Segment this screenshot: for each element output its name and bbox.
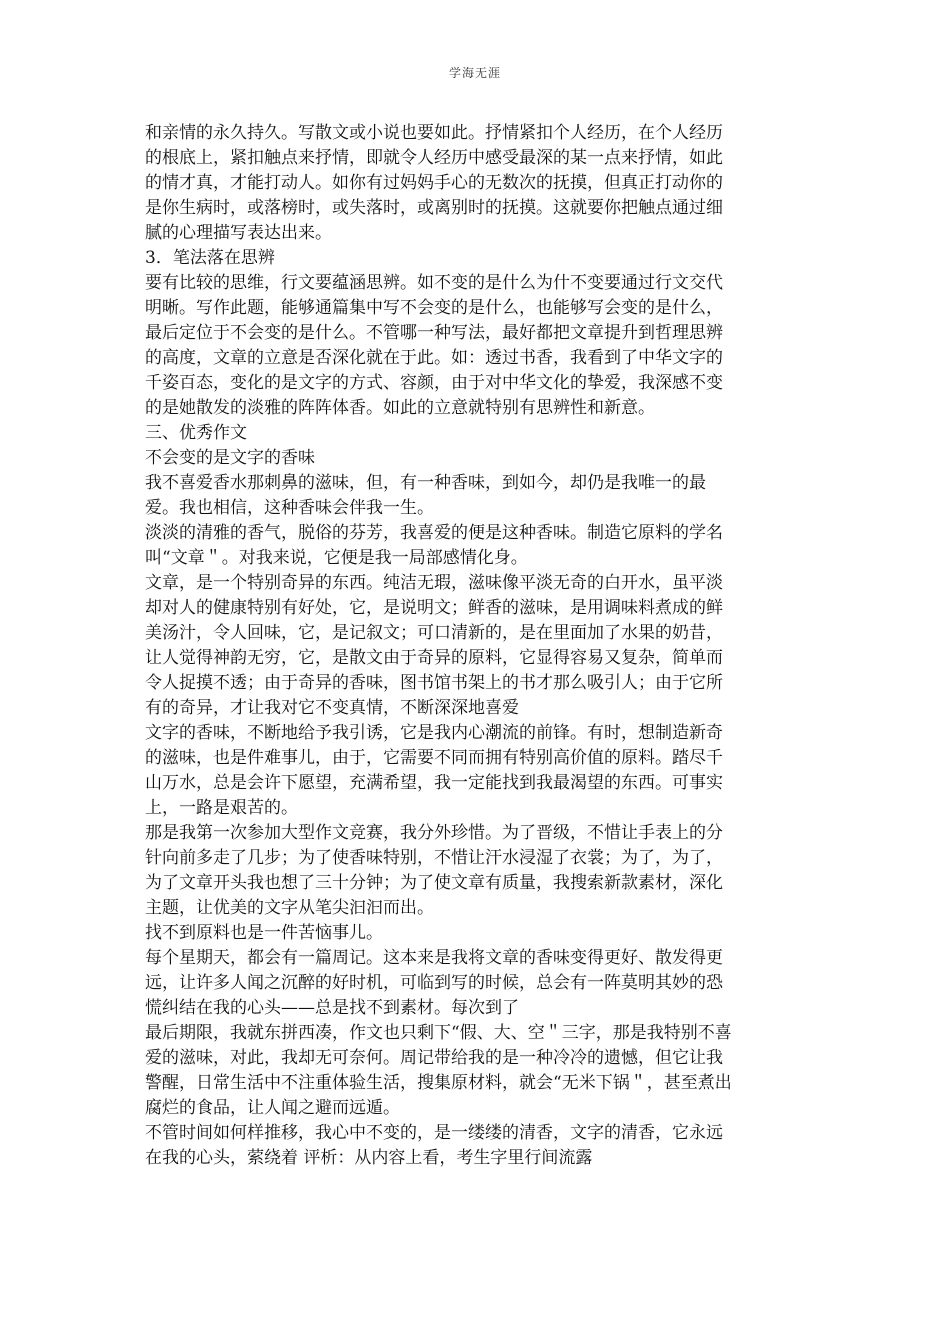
text-line: 的是她散发的淡雅的阵阵体香。如此的立意就特别有思辨性和新意。 (145, 398, 655, 418)
text-line: 慌纠结在我的心头——总是找不到素材。每次到了 (145, 998, 519, 1018)
text-line: 爱的滋味，对此，我却无可奈何。周记带给我的是一种冷冷的遗憾，但它让我 (145, 1048, 723, 1068)
text-line: 上，一路是艰苦的。 (145, 798, 298, 818)
text-line: 是你生病时，或落榜时，或失落时，或离别时的抚摸。这就要你把触点通过细 (145, 198, 723, 218)
text-line: 找不到原料也是一件苦恼事儿。 (145, 923, 383, 943)
text-line: 为了文章开头我也想了三十分钟；为了使文章有质量，我搜索新款素材，深化 (145, 873, 723, 893)
text-line: 却对人的健康特别有好处，它，是说明文；鲜香的滋味，是用调味料煮成的鲜 (145, 598, 723, 618)
text-line: 让人觉得神韵无穷，它，是散文由于奇异的原料，它显得容易又复杂，简单而 (145, 648, 723, 668)
text-line: 的根底上，紧扣触点来抒情，即就令人经历中感受最深的某一点来抒情，如此 (145, 148, 723, 168)
text-line: 不会变的是文字的香味 (145, 448, 315, 468)
text-line: 那是我第一次参加大型作文竞赛，我分外珍惜。为了晋级，不惜让手表上的分 (145, 823, 723, 843)
text-line: 的滋味，也是件难事儿，由于，它需要不同而拥有特别高价值的原料。踏尽千 (145, 748, 723, 768)
text-line: 在我的心头，萦绕着 评析：从内容上看，考生字里行间流露 (145, 1148, 593, 1168)
text-line: 明晰。写作此题，能够通篇集中写不会变的是什么，也能够写会变的是什么， (145, 298, 723, 318)
text-line: 爱。我也相信，这种香味会伴我一生。 (145, 498, 434, 518)
text-line: 有的奇异，才让我对它不变真情，不断深深地喜爱 (145, 698, 519, 718)
text-line: 腻的心理描写表达出来。 (145, 223, 332, 243)
text-line: 文字的香味，不断地给予我引诱，它是我内心潮流的前锋。有时，想制造新奇 (145, 723, 723, 743)
page-header: 学海无涯 (448, 66, 501, 80)
text-line: 和亲情的永久持久。写散文或小说也要如此。抒情紧扣个人经历，在个人经历 (145, 123, 723, 143)
text-line: 远，让许多人闻之沉醉的好时机，可临到写的时候，总会有一阵莫明其妙的恐 (145, 973, 723, 993)
text-line: 最后期限，我就东拼西凑，作文也只剩下“假、大、空＂三字，那是我特别不喜 (145, 1023, 732, 1043)
text-line: 美汤汁，令人回味，它，是记叙文；可口清新的，是在里面加了水果的奶昔， (145, 623, 723, 643)
text-line: 主题，让优美的文字从笔尖汩汩而出。 (145, 898, 434, 918)
document-body (145, 121, 805, 1171)
text-line: 文章，是一个特别奇异的东西。纯洁无瑕，滋味像平淡无奇的白开水，虽平淡 (145, 573, 723, 593)
text-line: 要有比较的思维，行文要蕴涵思辨。如不变的是什么为什不变要通过行文交代 (145, 273, 723, 293)
text-line: 3．笔法落在思辨 (145, 248, 275, 268)
text-line: 叫“文章＂。对我来说，它便是我一局部感情化身。 (145, 548, 528, 568)
text-line: 三、优秀作文 (145, 423, 247, 443)
text-line: 令人捉摸不透；由于奇异的香味，图书馆书架上的书才那么吸引人；由于它所 (145, 673, 723, 693)
text-line: 的高度，文章的立意是否深化就在于此。如：透过书香，我看到了中华文字的 (145, 348, 723, 368)
text-line: 最后定位于不会变的是什么。不管哪一种写法，最好都把文章提升到哲理思辨 (145, 323, 723, 343)
text-line: 每个星期天，都会有一篇周记。这本来是我将文章的香味变得更好、散发得更 (145, 948, 723, 968)
text-line: 我不喜爱香水那刺鼻的滋味，但，有一种香味，到如今，却仍是我唯一的最 (145, 473, 706, 493)
text-line: 淡淡的清雅的香气，脱俗的芬芳，我喜爱的便是这种香味。制造它原料的学名 (145, 523, 723, 543)
text-line: 山万水，总是会许下愿望，充满希望，我一定能找到我最渴望的东西。可事实 (145, 773, 723, 793)
text-line: 千姿百态，变化的是文字的方式、容颜，由于对中华文化的挚爱，我深感不变 (145, 373, 723, 393)
text-line: 针向前多走了几步；为了使香味特别，不惜让汗水浸湿了衣裳；为了，为了， (145, 848, 723, 868)
text-line: 不管时间如何样推移，我心中不变的，是一缕缕的清香，文字的清香，它永远 (145, 1123, 723, 1143)
text-line: 警醒，日常生活中不注重体验生活，搜集原材料，就会“无米下锅＂，甚至煮出 (145, 1073, 732, 1093)
text-line: 的情才真，才能打动人。如你有过妈妈手心的无数次的抚摸，但真正打动你的 (145, 173, 723, 193)
text-line: 腐烂的食品，让人闻之避而远遁。 (145, 1098, 400, 1118)
